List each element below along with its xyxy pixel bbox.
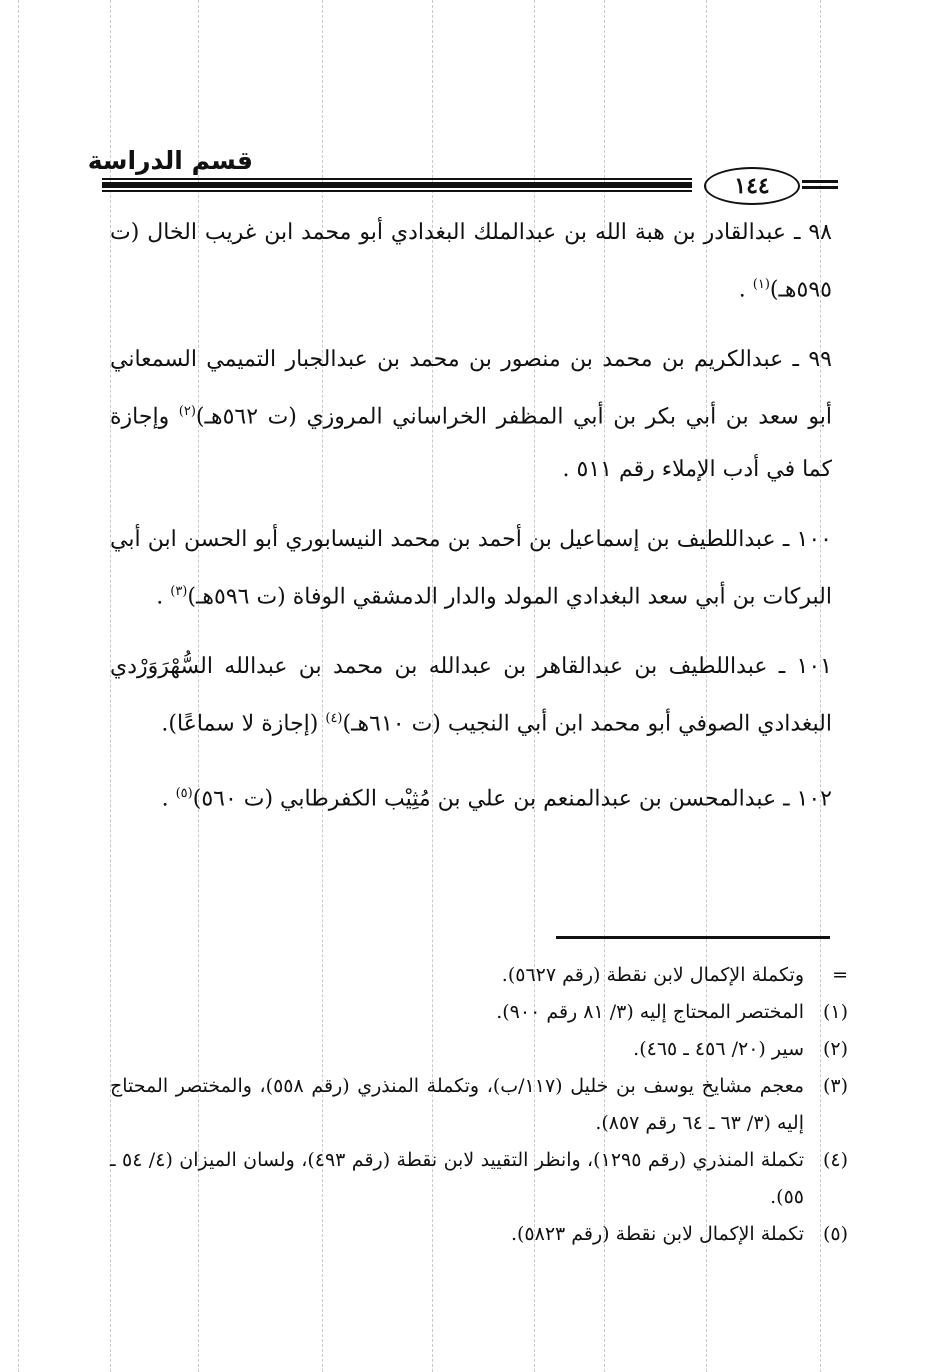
main-text [110, 207, 832, 844]
footnote-1 [110, 994, 848, 1031]
entry-102 [110, 768, 832, 825]
page-header [87, 140, 838, 200]
footnotes [110, 957, 848, 1253]
entry-tail: . [156, 583, 171, 609]
header-dash [802, 180, 838, 183]
entry-99 [110, 334, 832, 495]
footnote-ref: (١) [752, 277, 770, 292]
footnote-continued [110, 957, 848, 994]
footnote-separator [556, 936, 830, 939]
footnote-number: (٤) [822, 1149, 848, 1171]
footnote-ref: (٤) [325, 710, 343, 726]
footnote-2 [110, 1031, 848, 1068]
footnote-3 [110, 1068, 848, 1142]
entry-text: ١٠٠ ـ عبداللطيف بن إسماعيل بن أحمد بن محمد النيسابوري أبو الحسن ابن أبي البركات بن أبي سعد البغدادي المولد والدار الدمشقي الوفاة (ت ٥٩٦هـ) [110, 526, 832, 609]
entry-98 [110, 207, 832, 316]
footnote-number: (١) [822, 1001, 848, 1023]
entry-text: ١٠٢ ـ عبدالمحسن بن عبدالمنعم بن علي بن مُثِيْب الكفرطابي (ت ٥٦٠) [192, 786, 832, 812]
header-rule-thick [102, 182, 692, 188]
footnote-ref: (٣) [170, 583, 188, 599]
footnote-number: (٥) [822, 1223, 848, 1245]
entry-tail: . [161, 786, 176, 812]
entry-tail: وإجازة كما في أدب الإملاء رقم ٥١١ . [110, 404, 832, 482]
footnote-4 [110, 1142, 848, 1216]
entry-100 [110, 514, 832, 623]
footnote-ref: (٢) [178, 404, 196, 420]
entry-tail: (إجازة لا سماعًا). [161, 711, 326, 737]
header-rule-thin [102, 178, 692, 180]
running-title: قسم الدراسة [87, 146, 253, 175]
footnote-text: تكملة المنذري (رقم ١٢٩٥)، وانظر التقييد لابن نقطة (رقم ٤٩٣)، ولسان الميزان (٤/ ٥٤ ـ ٥٥). [110, 1149, 805, 1208]
header-rule-thin-lower [102, 190, 692, 192]
entry-text: ٩٩ ـ عبدالكريم بن محمد بن منصور بن محمد بن عبدالجبار التميمي السمعاني أبو سعد بن أبي بكر بن أبي المظفر الخراساني المروزي (ت ٥٦٢هـ) [110, 347, 832, 430]
entry-text: ٩٨ ـ عبدالقادر بن هبة الله بن عبدالملك البغدادي أبو محمد ابن غريب الخال (ت ٥٩٥هـ) [110, 220, 832, 303]
header-dash-lower [802, 186, 838, 189]
footnote-ref: (٥) [175, 786, 193, 802]
footnote-text: معجم مشايخ يوسف بن خليل (١١٧/ب)، وتكملة المنذري (رقم ٥٥٨)، والمختصر المحتاج إليه (٣/ ٦٣ ـ ٦٤ رقم ٨٥٧). [110, 1075, 804, 1134]
footnote-text: سير (٢٠/ ٤٥٦ ـ ٤٦٥). [633, 1038, 804, 1060]
footnote-number: = [832, 964, 848, 986]
footnote-text: تكملة الإكمال لابن نقطة (رقم ٥٨٢٣). [510, 1223, 804, 1245]
footnote-number: (٣) [822, 1075, 848, 1097]
footnote-number: (٢) [822, 1038, 848, 1060]
footnote-text: المختصر المحتاج إليه (٣/ ٨١ رقم ٩٠٠). [496, 1001, 804, 1023]
entry-tail: . [738, 277, 753, 303]
footnote-text: وتكملة الإكمال لابن نقطة (رقم ٥٦٢٧). [501, 964, 804, 986]
entry-text: ١٠١ ـ عبداللطيف بن عبدالقاهر بن عبدالله بن محمد بن عبدالله السُّهْرَوَرْدي البغدادي الصوفي أبو محمد ابن أبي النجيب (ت ٦١٠هـ) [110, 653, 832, 737]
footnote-5 [110, 1216, 848, 1253]
entry-101 [110, 641, 832, 750]
page-number: ١٤٤ [704, 167, 800, 205]
